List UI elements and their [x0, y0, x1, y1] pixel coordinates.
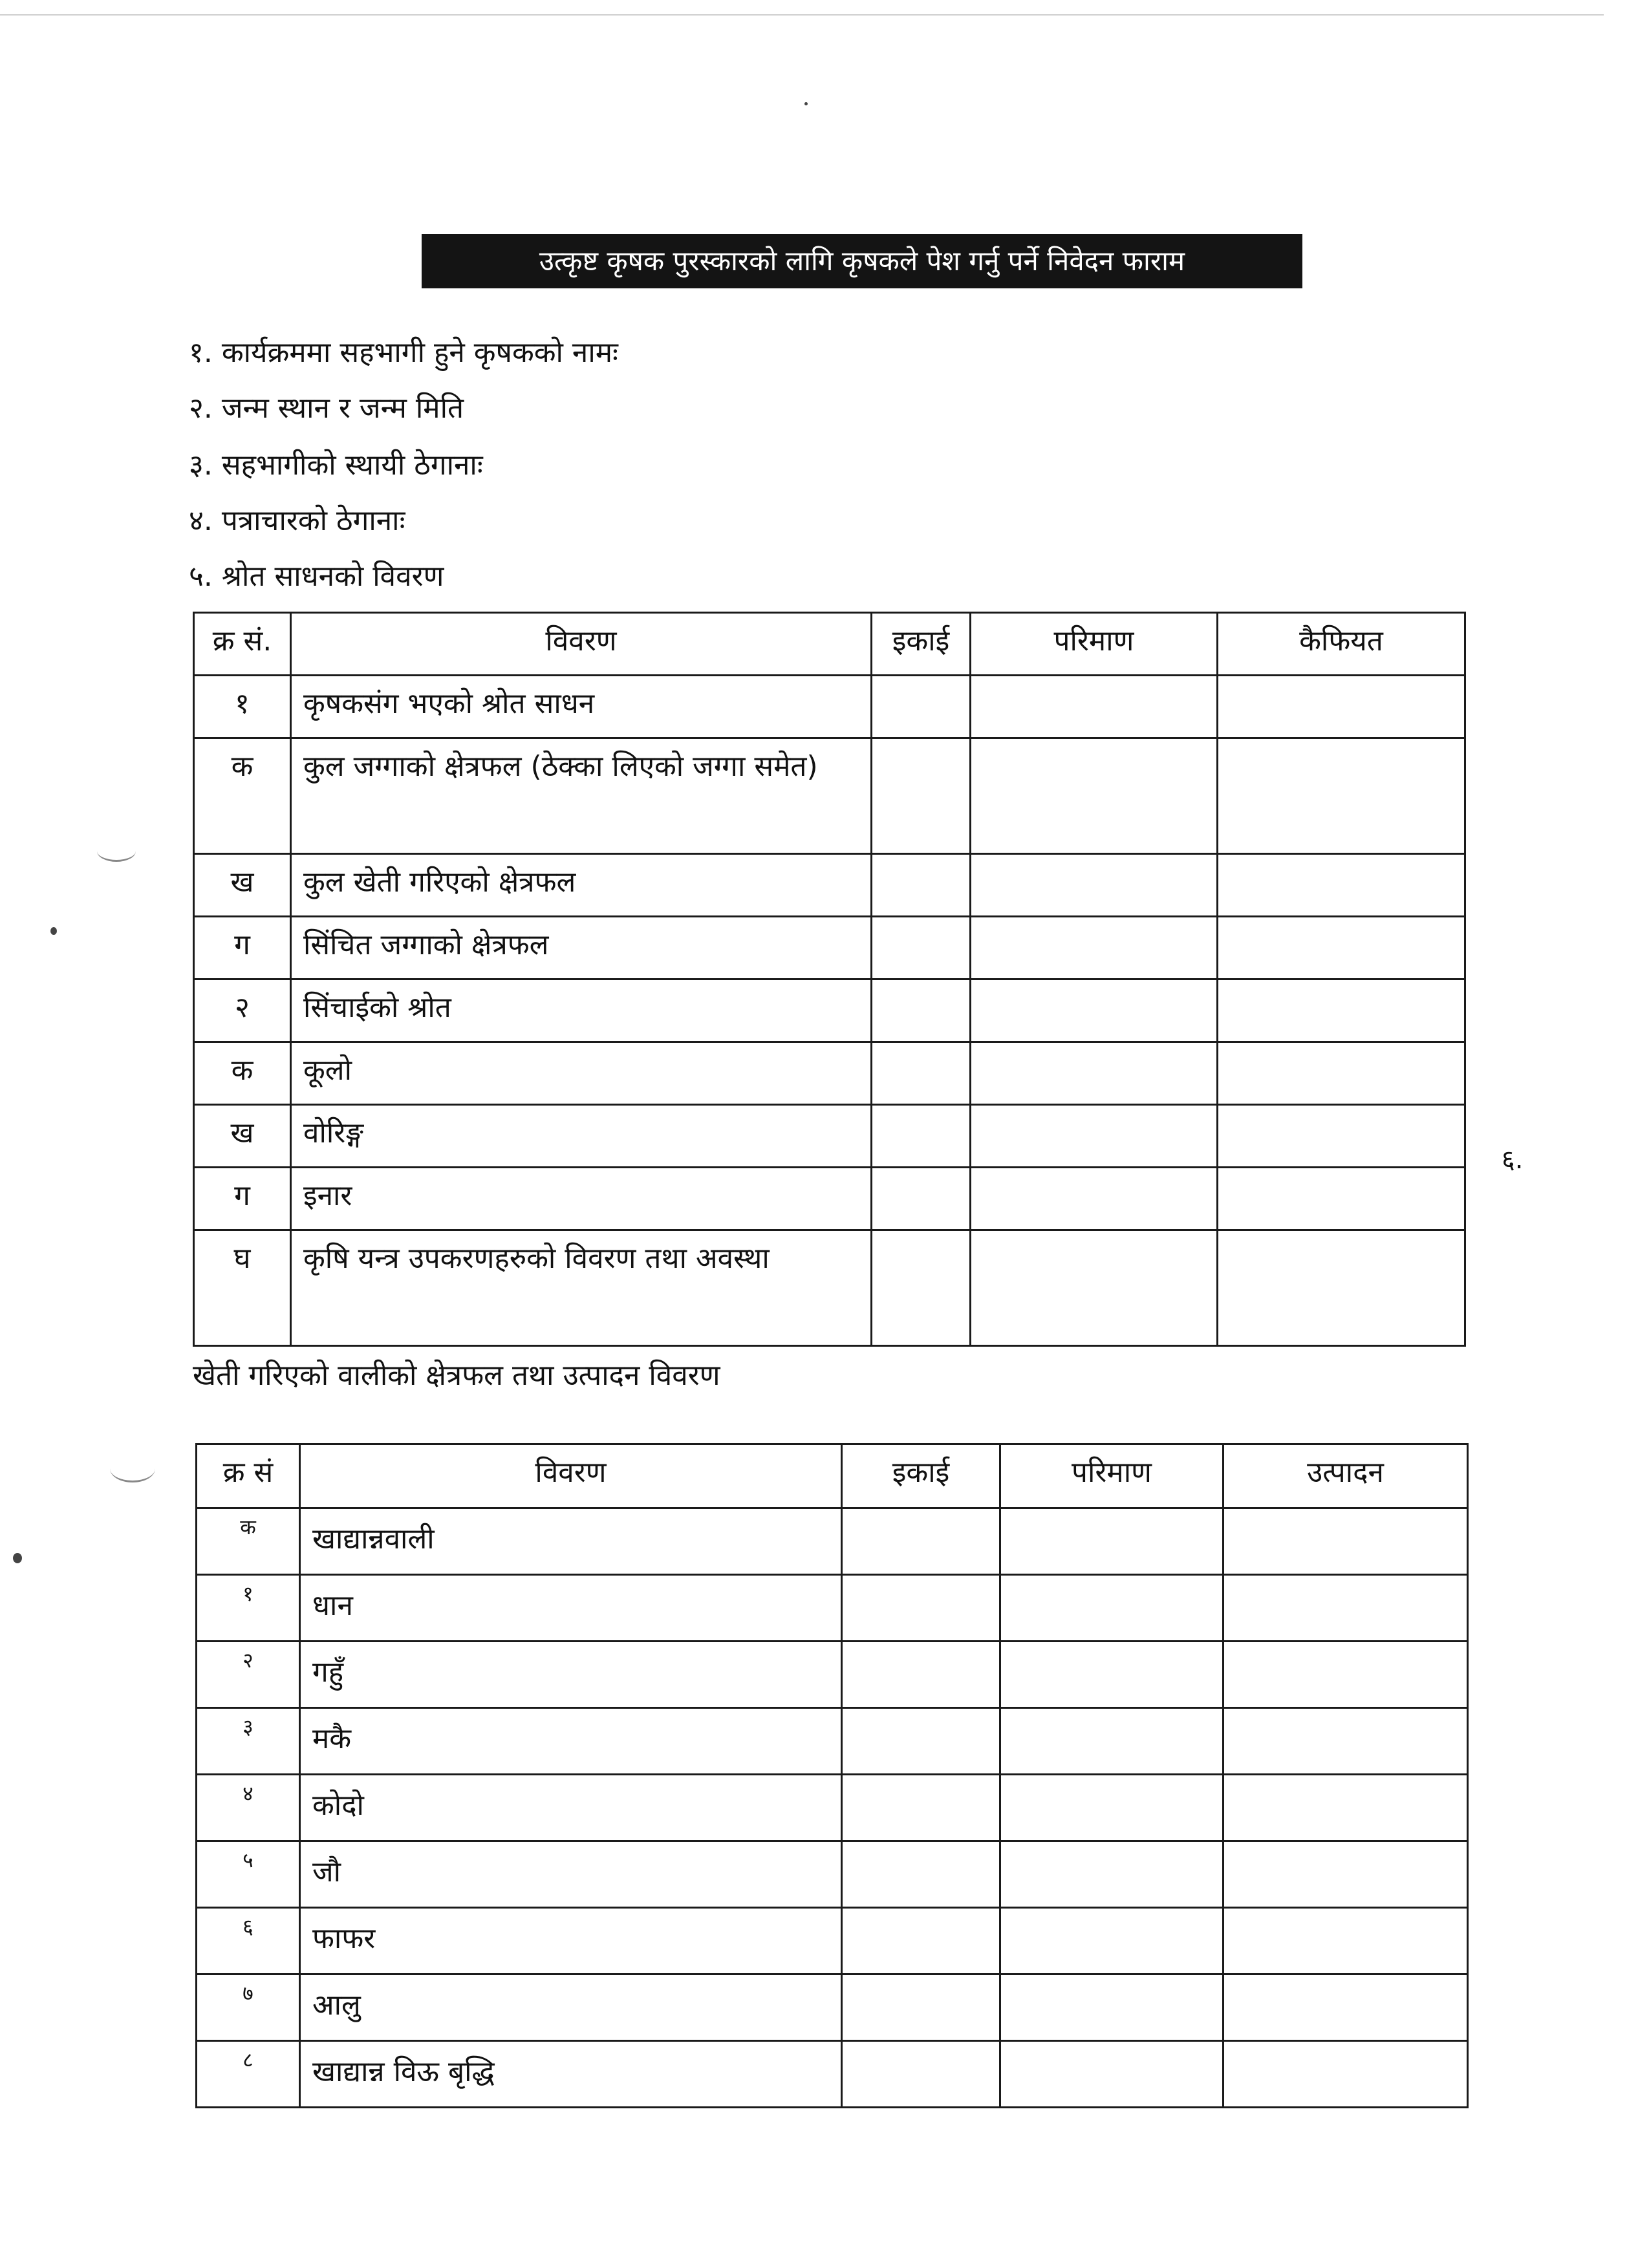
row-serial: १ [197, 1575, 300, 1642]
unit-cell[interactable] [842, 1908, 1000, 1974]
column-header-description: विवरण [291, 613, 872, 676]
unit-cell[interactable] [872, 1105, 971, 1168]
quantity-cell[interactable] [971, 1230, 1218, 1346]
row-serial: ८ [197, 2041, 300, 2108]
row-description: गहुँ [300, 1642, 842, 1708]
scan-speck [50, 927, 57, 935]
production-cell[interactable] [1223, 1775, 1468, 1841]
scan-mark [110, 1455, 155, 1482]
quantity-cell[interactable] [971, 1042, 1218, 1105]
row-serial: ३ [197, 1708, 300, 1775]
remarks-cell[interactable] [1218, 1105, 1465, 1168]
unit-cell[interactable] [842, 2041, 1000, 2108]
row-serial: घ [194, 1230, 291, 1346]
production-cell[interactable] [1223, 1575, 1468, 1642]
production-cell[interactable] [1223, 1642, 1468, 1708]
row-description: जौ [300, 1841, 842, 1908]
production-cell[interactable] [1223, 1508, 1468, 1575]
remarks-cell[interactable] [1218, 738, 1465, 854]
scan-speck [804, 102, 808, 105]
row-description: धान [300, 1575, 842, 1642]
row-description: मकै [300, 1708, 842, 1775]
row-serial: १ [194, 676, 291, 738]
crop-table-header [197, 1444, 1468, 1508]
quantity-cell[interactable] [1000, 1575, 1223, 1642]
quantity-cell[interactable] [1000, 1775, 1223, 1841]
field-permanent-address: ३. सहभागीको स्थायी ठेगानाः [189, 449, 483, 482]
table-row [194, 1042, 1465, 1105]
resource-table [193, 612, 1466, 1347]
quantity-cell[interactable] [971, 738, 1218, 854]
unit-cell[interactable] [872, 979, 971, 1042]
column-header-description: विवरण [300, 1444, 842, 1508]
quantity-cell[interactable] [1000, 1908, 1223, 1974]
unit-cell[interactable] [872, 917, 971, 979]
row-serial: ४ [197, 1775, 300, 1841]
quantity-cell[interactable] [1000, 2041, 1223, 2108]
table-row [197, 2041, 1468, 2108]
row-serial: ख [194, 854, 291, 917]
row-serial: क [194, 738, 291, 854]
table-row [194, 854, 1465, 917]
row-serial: ५ [197, 1841, 300, 1908]
remarks-cell[interactable] [1218, 1230, 1465, 1346]
column-header-unit: इकाई [872, 613, 971, 676]
crop-section-heading: खेती गरिएको वालीको क्षेत्रफल तथा उत्पादन विवरण [193, 1359, 720, 1392]
table-row [194, 979, 1465, 1042]
row-description: खाद्यान्न विऊ बृद्धि [300, 2041, 842, 2108]
field-farmer-name: १. कार्यक्रममा सहभागी हुने कृषकको नामः [189, 336, 618, 369]
column-header-remarks: कैफियत [1218, 613, 1465, 676]
row-description: कृषि यन्त्र उपकरणहरुको विवरण तथा अवस्था [291, 1230, 872, 1346]
row-serial: ख [194, 1105, 291, 1168]
table-row [194, 676, 1465, 738]
column-header-production: उत्पादन [1223, 1444, 1468, 1508]
quantity-cell[interactable] [971, 1168, 1218, 1230]
row-serial: ग [194, 917, 291, 979]
page-top-rule [0, 14, 1604, 16]
table-row [194, 917, 1465, 979]
unit-cell[interactable] [842, 1642, 1000, 1708]
crop-table [195, 1443, 1469, 2108]
side-number: ६. [1502, 1145, 1524, 1175]
table-row [194, 1105, 1465, 1168]
unit-cell[interactable] [872, 738, 971, 854]
table-row [197, 1841, 1468, 1908]
production-cell[interactable] [1223, 1841, 1468, 1908]
remarks-cell[interactable] [1218, 917, 1465, 979]
table-row [197, 1642, 1468, 1708]
column-header-serial: क्र सं [197, 1444, 300, 1508]
quantity-cell[interactable] [971, 854, 1218, 917]
row-description: कुल खेती गरिएको क्षेत्रफल [291, 854, 872, 917]
row-description: कूलो [291, 1042, 872, 1105]
quantity-cell[interactable] [971, 979, 1218, 1042]
unit-cell[interactable] [872, 1230, 971, 1346]
row-serial: ६ [197, 1908, 300, 1974]
remarks-cell[interactable] [1218, 979, 1465, 1042]
row-description: आलु [300, 1974, 842, 2041]
quantity-cell[interactable] [1000, 1708, 1223, 1775]
remarks-cell[interactable] [1218, 854, 1465, 917]
table-row [194, 1230, 1465, 1346]
quantity-cell[interactable] [971, 676, 1218, 738]
row-serial: क [197, 1508, 300, 1575]
quantity-cell[interactable] [1000, 1841, 1223, 1908]
table-row [197, 1708, 1468, 1775]
quantity-cell[interactable] [971, 1105, 1218, 1168]
column-header-quantity: परिमाण [1000, 1444, 1223, 1508]
unit-cell[interactable] [872, 854, 971, 917]
remarks-cell[interactable] [1218, 1042, 1465, 1105]
remarks-cell[interactable] [1218, 676, 1465, 738]
row-description: खाद्यान्नवाली [300, 1508, 842, 1575]
row-serial: २ [197, 1642, 300, 1708]
scan-speck [13, 1553, 22, 1563]
unit-cell[interactable] [842, 1708, 1000, 1775]
unit-cell[interactable] [842, 1508, 1000, 1575]
unit-cell[interactable] [872, 1168, 971, 1230]
unit-cell[interactable] [842, 1841, 1000, 1908]
quantity-cell[interactable] [1000, 1974, 1223, 2041]
table-row [197, 1908, 1468, 1974]
table-row [197, 1974, 1468, 2041]
production-cell[interactable] [1223, 2041, 1468, 2108]
row-description: सिंचित जग्गाको क्षेत्रफल [291, 917, 872, 979]
row-serial: ७ [197, 1974, 300, 2041]
row-description: कुल जग्गाको क्षेत्रफल (ठेक्का लिएको जग्गा समेत) [291, 738, 872, 854]
unit-cell[interactable] [842, 1575, 1000, 1642]
production-cell[interactable] [1223, 1974, 1468, 2041]
quantity-cell[interactable] [1000, 1642, 1223, 1708]
table-row [197, 1575, 1468, 1642]
unit-cell[interactable] [842, 1775, 1000, 1841]
row-description: इनार [291, 1168, 872, 1230]
column-header-quantity: परिमाण [971, 613, 1218, 676]
row-description: वोरिङ्ग [291, 1105, 872, 1168]
scan-mark [97, 840, 136, 862]
column-header-serial: क्र सं. [194, 613, 291, 676]
row-serial: क [194, 1042, 291, 1105]
row-description: सिंचाईको श्रोत [291, 979, 872, 1042]
row-description: कृषकसंग भएको श्रोत साधन [291, 676, 872, 738]
row-serial: २ [194, 979, 291, 1042]
resource-table-header [194, 613, 1465, 676]
production-cell[interactable] [1223, 1908, 1468, 1974]
table-row [197, 1508, 1468, 1575]
production-cell[interactable] [1223, 1708, 1468, 1775]
field-mailing-address: ४. पत्राचारको ठेगानाः [189, 504, 405, 537]
table-row [194, 1168, 1465, 1230]
row-description: फाफर [300, 1908, 842, 1974]
table-row [197, 1775, 1468, 1841]
remarks-cell[interactable] [1218, 1168, 1465, 1230]
unit-cell[interactable] [842, 1974, 1000, 2041]
unit-cell[interactable] [872, 1042, 971, 1105]
form-title: उत्कृष्ट कृषक पुरस्कारको लागि कृषकले पेश गर्नु पर्ने निवेदन फाराम [422, 234, 1302, 288]
field-resource-details: ५. श्रोत साधनको विवरण [189, 560, 444, 593]
quantity-cell[interactable] [971, 917, 1218, 979]
quantity-cell[interactable] [1000, 1508, 1223, 1575]
column-header-unit: इकाई [842, 1444, 1000, 1508]
row-description: कोदो [300, 1775, 842, 1841]
table-row [194, 738, 1465, 854]
field-birth-place-date: २. जन्म स्थान र जन्म मिति [189, 392, 464, 425]
unit-cell[interactable] [872, 676, 971, 738]
row-serial: ग [194, 1168, 291, 1230]
